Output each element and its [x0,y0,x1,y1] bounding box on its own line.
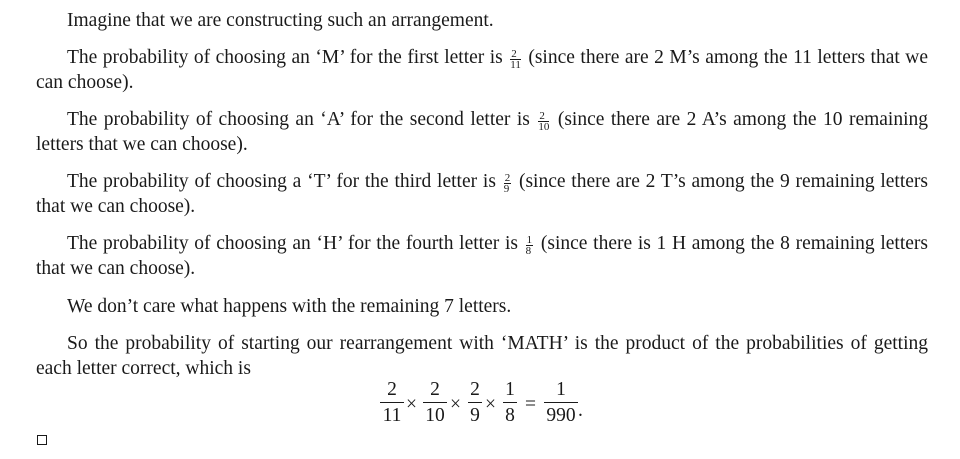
paragraph-intro: Imagine that we are constructing such an arrangement. [67,10,494,31]
fraction-inline [504,173,512,194]
fraction-inline [510,49,521,70]
fraction-denominator: 10 [538,120,550,133]
text-before: The probability of choosing an ‘A’ for the second letter is [67,109,537,130]
fraction-denominator: 11 [510,58,521,71]
text-before: The probability of choosing a ‘T’ for the third letter is [67,171,502,192]
paragraph-remaining-letters: We don’t care what happens with the remaining 7 letters. [67,296,512,317]
equation-fraction-4 [503,380,517,426]
times-sign: × [485,394,496,415]
equation-fraction-1 [380,380,404,426]
equation-fraction-2 [423,380,447,426]
fraction-numerator: 2 [504,171,511,184]
numerator: 2 [423,380,447,403]
times-sign: × [406,394,417,415]
fraction-denominator: 9 [503,182,510,195]
paragraph-fourth-letter [36,231,928,281]
numerator: 1 [503,380,517,403]
denominator: 10 [425,405,445,426]
paragraph-third-letter [36,169,928,219]
text-after: (since there are 2 M’s among the 11 letters that we can choose). [36,47,928,93]
fraction-inline [538,111,549,132]
paragraph-conclusion: So the probability of starting our rearrangement with ‘MATH’ is the product of the probabilities of getting each letter correct, which is [36,333,928,379]
denominator: 9 [470,405,480,426]
text-after: (since there is 1 H among the 8 remaining letters that we can choose). [36,233,928,279]
denominator: 990 [546,405,576,426]
text-after: (since there are 2 T’s among the 9 remaining letters that we can choose). [36,171,928,217]
numerator: 2 [380,380,404,403]
paragraph-second-letter [36,107,928,157]
numerator: 2 [468,380,482,403]
qed-square-icon [37,435,47,445]
text-before: The probability of choosing an ‘H’ for the fourth letter is [67,233,524,254]
fraction-numerator: 1 [526,233,533,246]
fraction-inline [526,235,534,256]
denominator: 8 [505,405,515,426]
text-after: (since there are 2 A’s among the 10 remaining letters that we can choose). [36,109,929,155]
paragraph-first-letter [36,45,928,95]
equation-period: . [578,400,583,421]
equation-fraction-3 [468,380,482,426]
text-before: The probability of choosing an ‘M’ for the first letter is [67,47,509,68]
equals-sign: = [525,394,536,415]
fraction-denominator: 8 [525,244,532,257]
times-sign: × [450,394,461,415]
numerator: 1 [544,380,578,403]
denominator: 11 [382,405,402,426]
fraction-numerator: 2 [538,111,549,122]
equation-result [544,380,578,426]
fraction-numerator: 2 [510,49,521,60]
